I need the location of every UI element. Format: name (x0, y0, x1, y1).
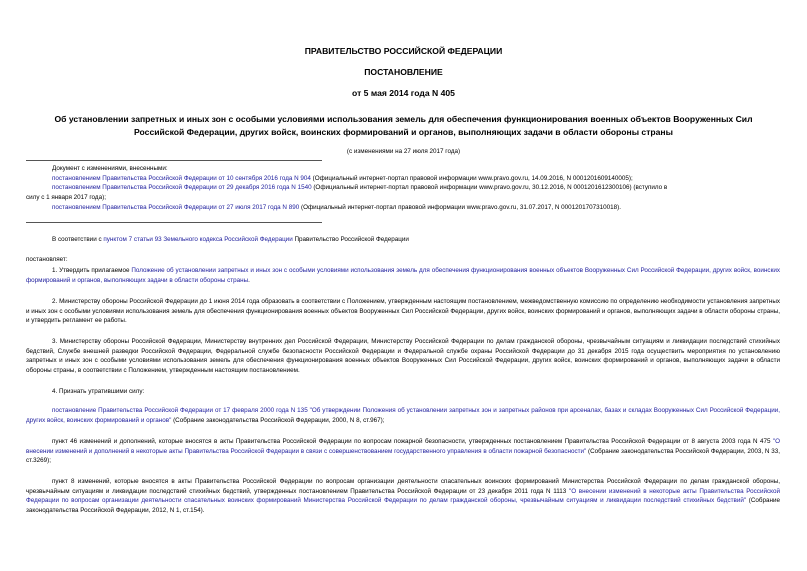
repealed-135-link[interactable]: постановление Правительства Российской Федерации от 17 февраля 2000 года N 135 "Об утверждении Положения об установлении запретных зон и запретных районов при арсеналах, базах и складах Вооруженных Сил Российской Федерации, других войск, воинских формирований и органов" (26, 407, 780, 424)
paragraph-text: (Собрание законодательства Российской Федерации, 2003, N 33, ст.3269); (26, 447, 780, 464)
change-item-cont: силу с 1 января 2017 года); (26, 194, 106, 201)
document-title-line1: Об установлении запретных и иных зон с особыми условиями использования земель для обеспечения функционирования военных объектов Вооруженных Сил (54, 114, 753, 124)
change-link-1540[interactable]: постановлением Правительства Российской Федерации от 29 декабря 2016 года N 1540 (52, 184, 312, 191)
regulation-link[interactable]: Положение об установлении запретных и иных зон с особыми условиями использования земель для обеспечения функционирования военных объектов Вооруженных Сил Российской Федерации, других войск, воинских формирований и органов, выполняющих задачи в области обороны страны (26, 267, 781, 284)
paragraph-2: 2. Министерству обороны Российской Федерации до 1 июня 2014 года образовать в соответствии с Положением, утвержденным настоящим постановлением, межведомственную комиссию по определению необходимости установления запретных и иных зон с особыми условиями использования земель для обеспечения функционирования военных объектов Вооруженных Сил Российской Федерации, других войск, воинских формирований и органов, выполняющих задачи в области обороны страны, и утвердить регламент ее работы. (26, 298, 780, 324)
paragraph-text: 1. Утвердить прилагаемое (52, 267, 132, 274)
paragraph-text: пункт 46 изменений и дополнений, которые вносятся в акты Правительства Российской Федерации по вопросам пожарной безопасности, утвержденных постановлением Правительства Российской Федерации от 8 августа 2003 года N 475 (52, 438, 773, 445)
change-link-904[interactable]: постановлением Правительства Российской Федерации от 10 сентября 2016 года N 904 (52, 175, 311, 182)
change-link-890[interactable]: постановлением Правительства Российской Федерации от 27 июля 2017 года N 890 (52, 204, 300, 211)
preamble-text: Правительство Российской Федерации (292, 236, 409, 243)
change-item (52, 203, 621, 213)
preamble-text: В соответствии с (52, 236, 104, 243)
government-heading: ПРАВИТЕЛЬСТВО РОССИЙСКОЙ ФЕДЕРАЦИИ (304, 46, 503, 56)
edition-note: (с изменениями на 27 июля 2017 года) (346, 148, 461, 155)
document-title-line2: Российской Федерации, других войск, воинских формирований и органов, выполняющих задачи в области обороны страны (134, 127, 673, 137)
divider-top (26, 160, 322, 161)
change-source: (Официальный интернет-портал правовой информации www.pravo.gov.ru, 30.12.2016, N 0001201612300106) (вступило в (311, 184, 668, 191)
divider-bottom (26, 222, 322, 223)
resolves-label: постановляет: (26, 256, 68, 263)
repealed-475-link[interactable]: "О внесении изменений и дополнений в некоторые акты Правительства Российской Федерации в связи с совершенствованием государственного управления в области пожарной безопасности" (26, 438, 780, 455)
paragraph-text: . (248, 276, 250, 284)
paragraph-4a (26, 406, 780, 425)
change-source: (Официальный интернет-портал правовой информации www.pravo.gov.ru, 14.09.2016, N 0001201609140005); (310, 175, 633, 182)
paragraph-4: 4. Признать утратившими силу: (52, 388, 145, 395)
paragraph-text: (Собрание законодательства Российской Федерации, 2000, N 8, ст.967); (171, 416, 385, 424)
paragraph-3: 3. Министерству обороны Российской Федерации, Министерству внутренних дел Российской Федерации, Министерству Российской Федерации по делам гражданской обороны, чрезвычайным ситуациям и ликвидации последствий стихийных бедствий, Службе внешней разведки Российской Федерации, Федеральной службе безопасности Российской Федерации и Федеральной службе охраны Российской Федерации до 31 декабря 2015 года осуществить мероприятия по установлению запретных и иных зон с особыми условиями использования земель для обеспечения функционирования военных объектов Вооруженных Сил Российской Федерации, других войск, воинских формирований и органов, выполняющих задачи в области обороны страны, в соответствии с Положением, утвержденным настоящим постановлением. (26, 338, 780, 374)
preamble (52, 235, 409, 245)
paragraph-4b (26, 437, 780, 466)
land-code-link[interactable]: пунктом 7 статьи 93 Земельного кодекса Российской Федерации (103, 236, 293, 243)
paragraph-1 (26, 266, 780, 285)
paragraph-text: (Собрание законодательства Российской Федерации, 2012, N 1, ст.154). (26, 497, 780, 514)
change-item (52, 183, 667, 193)
changes-intro: Документ с изменениями, внесенными: (52, 165, 168, 172)
change-source: (Официальный интернет-портал правовой информации www.pravo.gov.ru, 31.07.2017, N 0001201707310018). (299, 204, 622, 211)
paragraph-text: пункт 8 изменений, которые вносятся в акты Правительства Российской Федерации по вопросам организации деятельности спасательных воинских формирований Министерства Российской Федерации по делам гражданской обороны, чрезвычайным ситуациям и ликвидации последствий стихийных бедствий, утвержденных постановлением Правительства Российской Федерации от 23 декабря 2011 года N 1113 (26, 478, 780, 495)
paragraph-4c (26, 477, 780, 515)
document-type: ПОСТАНОВЛЕНИЕ (364, 67, 443, 77)
repealed-1113-link[interactable]: "О внесении изменений в некоторые акты Правительства Российской Федерации по вопросам организации деятельности спасательных воинских формирований Министерства Российской Федерации по делам гражданской обороны, чрезвычайным ситуациям и ликвидации последствий стихийных бедствий" (26, 487, 780, 504)
document-date: от 5 мая 2014 года N 405 (352, 88, 455, 98)
